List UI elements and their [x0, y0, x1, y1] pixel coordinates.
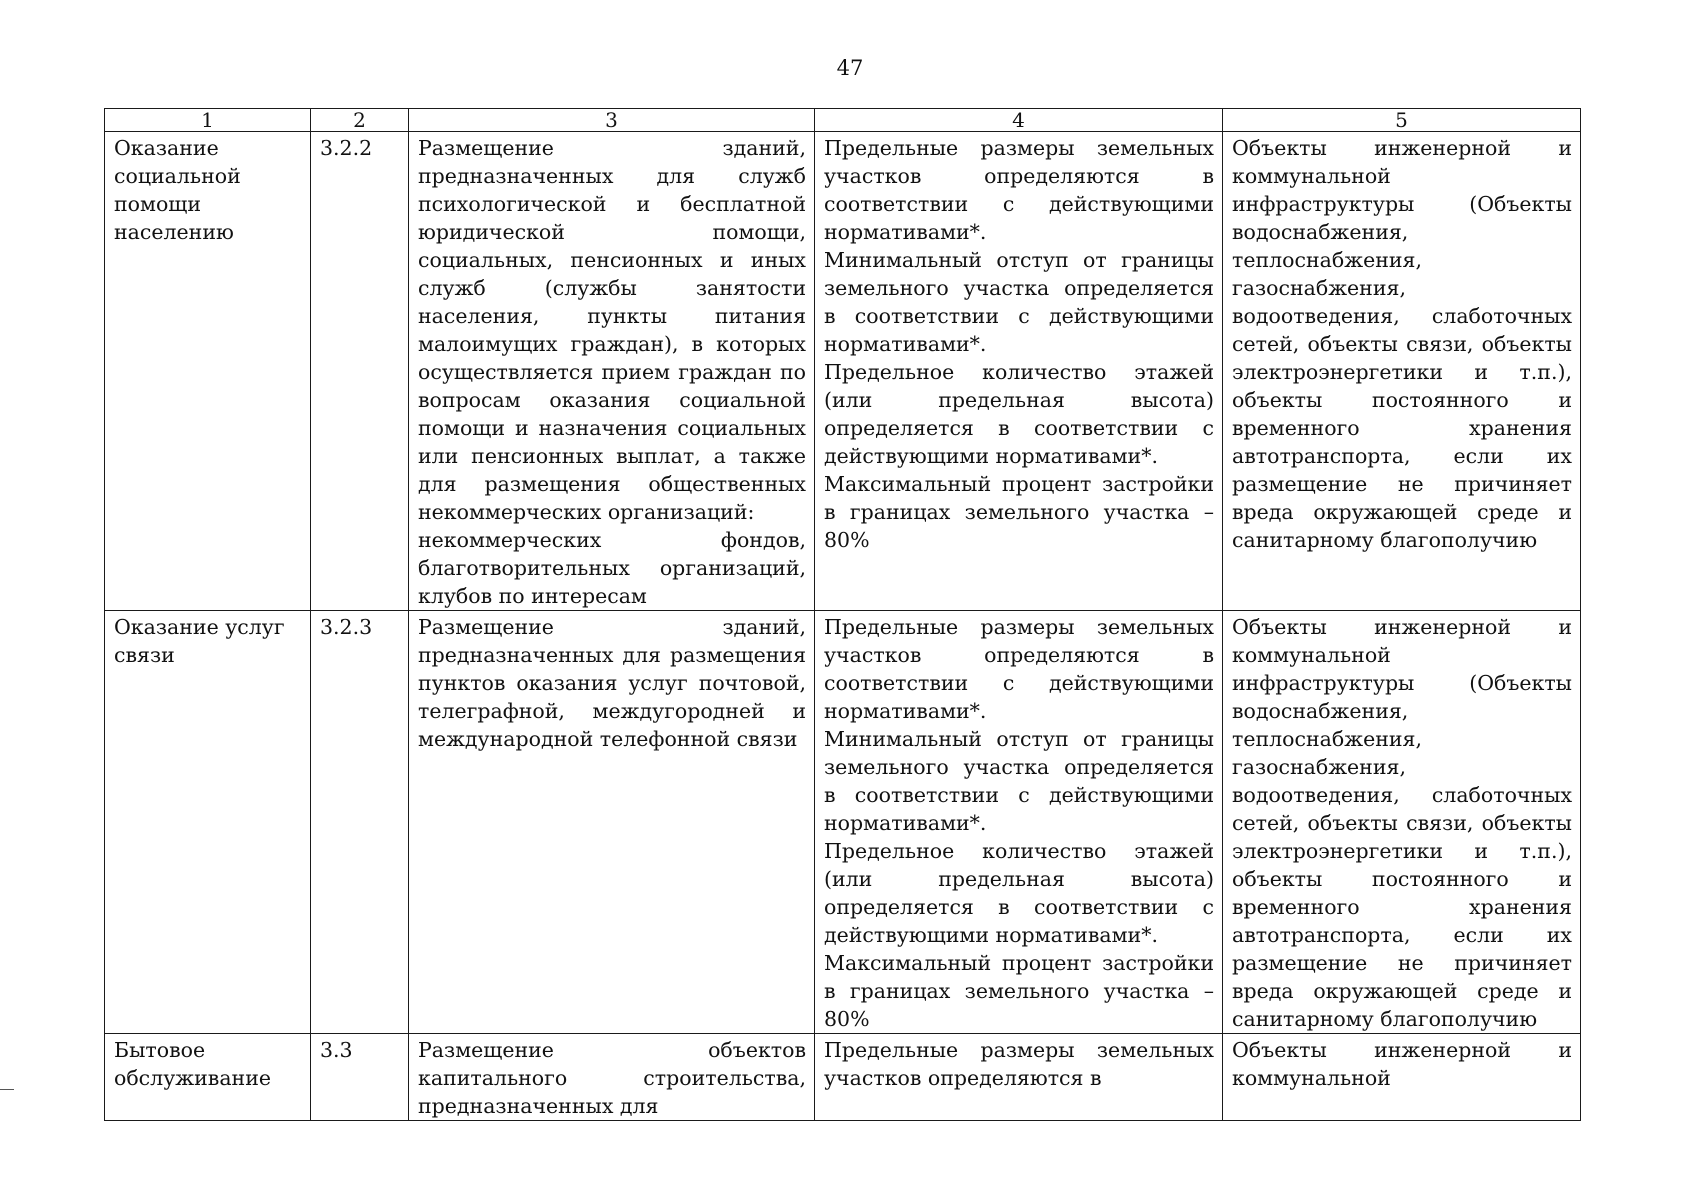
use-code-cell: 3.2.2	[311, 132, 409, 611]
use-code-cell: 3.3	[311, 1034, 409, 1121]
parameters-cell	[815, 1034, 1223, 1121]
auxiliary-uses-cell: Объекты инженерной и коммунальной инфраструктуры (Объекты водоснабжения, теплоснабжения, газоснабжения, водоотведения, слаботочных сетей, объекты связи, объекты электроэнергетики и т.п.), объекты постоянного и временного хранения автотранспорта, если их размещение не причиняет вреда окружающей среде и санитарному благополучию	[1223, 132, 1581, 611]
header-cell: 5	[1223, 109, 1581, 132]
page-number: 47	[836, 56, 864, 80]
table-row	[105, 1034, 1581, 1121]
land-use-table	[104, 108, 1581, 1121]
header-cell: 4	[815, 109, 1223, 132]
parameter-paragraph: Максимальный процент застройки в границах земельного участка – 80%	[824, 472, 1214, 552]
parameters-cell	[815, 132, 1223, 611]
use-description-cell	[409, 132, 815, 611]
auxiliary-uses-cell: Объекты инженерной и коммунальной	[1223, 1034, 1581, 1121]
parameter-paragraph: Максимальный процент застройки в границах земельного участка – 80%	[824, 951, 1214, 1031]
parameter-paragraph: Предельные размеры земельных участков определяются в соответствии с действующими нормативами*.	[824, 615, 1214, 723]
parameters-cell	[815, 611, 1223, 1034]
parameter-paragraph: Предельное количество этажей (или предельная высота) определяется в соответствии с действующими нормативами*.	[824, 360, 1214, 468]
auxiliary-uses-cell: Объекты инженерной и коммунальной инфраструктуры (Объекты водоснабжения, теплоснабжения, газоснабжения, водоотведения, слаботочных сетей, объекты связи, объекты электроэнергетики и т.п.), объекты постоянного и временного хранения автотранспорта, если их размещение не причиняет вреда окружающей среде и санитарному благополучию	[1223, 611, 1581, 1034]
description-paragraph: некоммерческих фондов, благотворительных организаций, клубов по интересам	[418, 528, 806, 608]
header-cell: 3	[409, 109, 815, 132]
table-header-row	[105, 109, 1581, 132]
use-name-cell: Бытовое обслуживание	[105, 1034, 311, 1121]
description-paragraph: Размещение зданий, предназначенных для служб психологической и бесплатной юридической помощи, социальных, пенсионных и иных служб (службы занятости населения, пункты питания малоимущих граждан), в которых осуществляется прием граждан по вопросам оказания социальной помощи и назначения социальных или пенсионных выплат, а также для размещения общественных некоммерческих организаций:	[418, 136, 806, 524]
table-row	[105, 132, 1581, 611]
use-name-cell: Оказание социальной помощи населению	[105, 132, 311, 611]
parameter-paragraph: Минимальный отступ от границы земельного участка определяется в соответствии с действующими нормативами*.	[824, 727, 1214, 835]
scan-margin-mark	[0, 1089, 14, 1090]
parameter-paragraph: Предельные размеры земельных участков определяются в соответствии с действующими нормативами*.	[824, 136, 1214, 244]
table-row	[105, 611, 1581, 1034]
parameter-paragraph: Минимальный отступ от границы земельного участка определяется в соответствии с действующими нормативами*.	[824, 248, 1214, 356]
description-paragraph: Размещение зданий, предназначенных для размещения пунктов оказания услуг почтовой, телеграфной, междугородней и международной телефонной связи	[418, 615, 806, 751]
use-name-cell: Оказание услуг связи	[105, 611, 311, 1034]
description-paragraph: Размещение объектов капитального строительства, предназначенных для	[418, 1038, 806, 1118]
use-description-cell	[409, 1034, 815, 1121]
parameter-paragraph: Предельные размеры земельных участков определяются в	[824, 1038, 1214, 1090]
header-cell: 1	[105, 109, 311, 132]
use-code-cell: 3.2.3	[311, 611, 409, 1034]
header-cell: 2	[311, 109, 409, 132]
parameter-paragraph: Предельное количество этажей (или предельная высота) определяется в соответствии с действующими нормативами*.	[824, 839, 1214, 947]
use-description-cell	[409, 611, 815, 1034]
